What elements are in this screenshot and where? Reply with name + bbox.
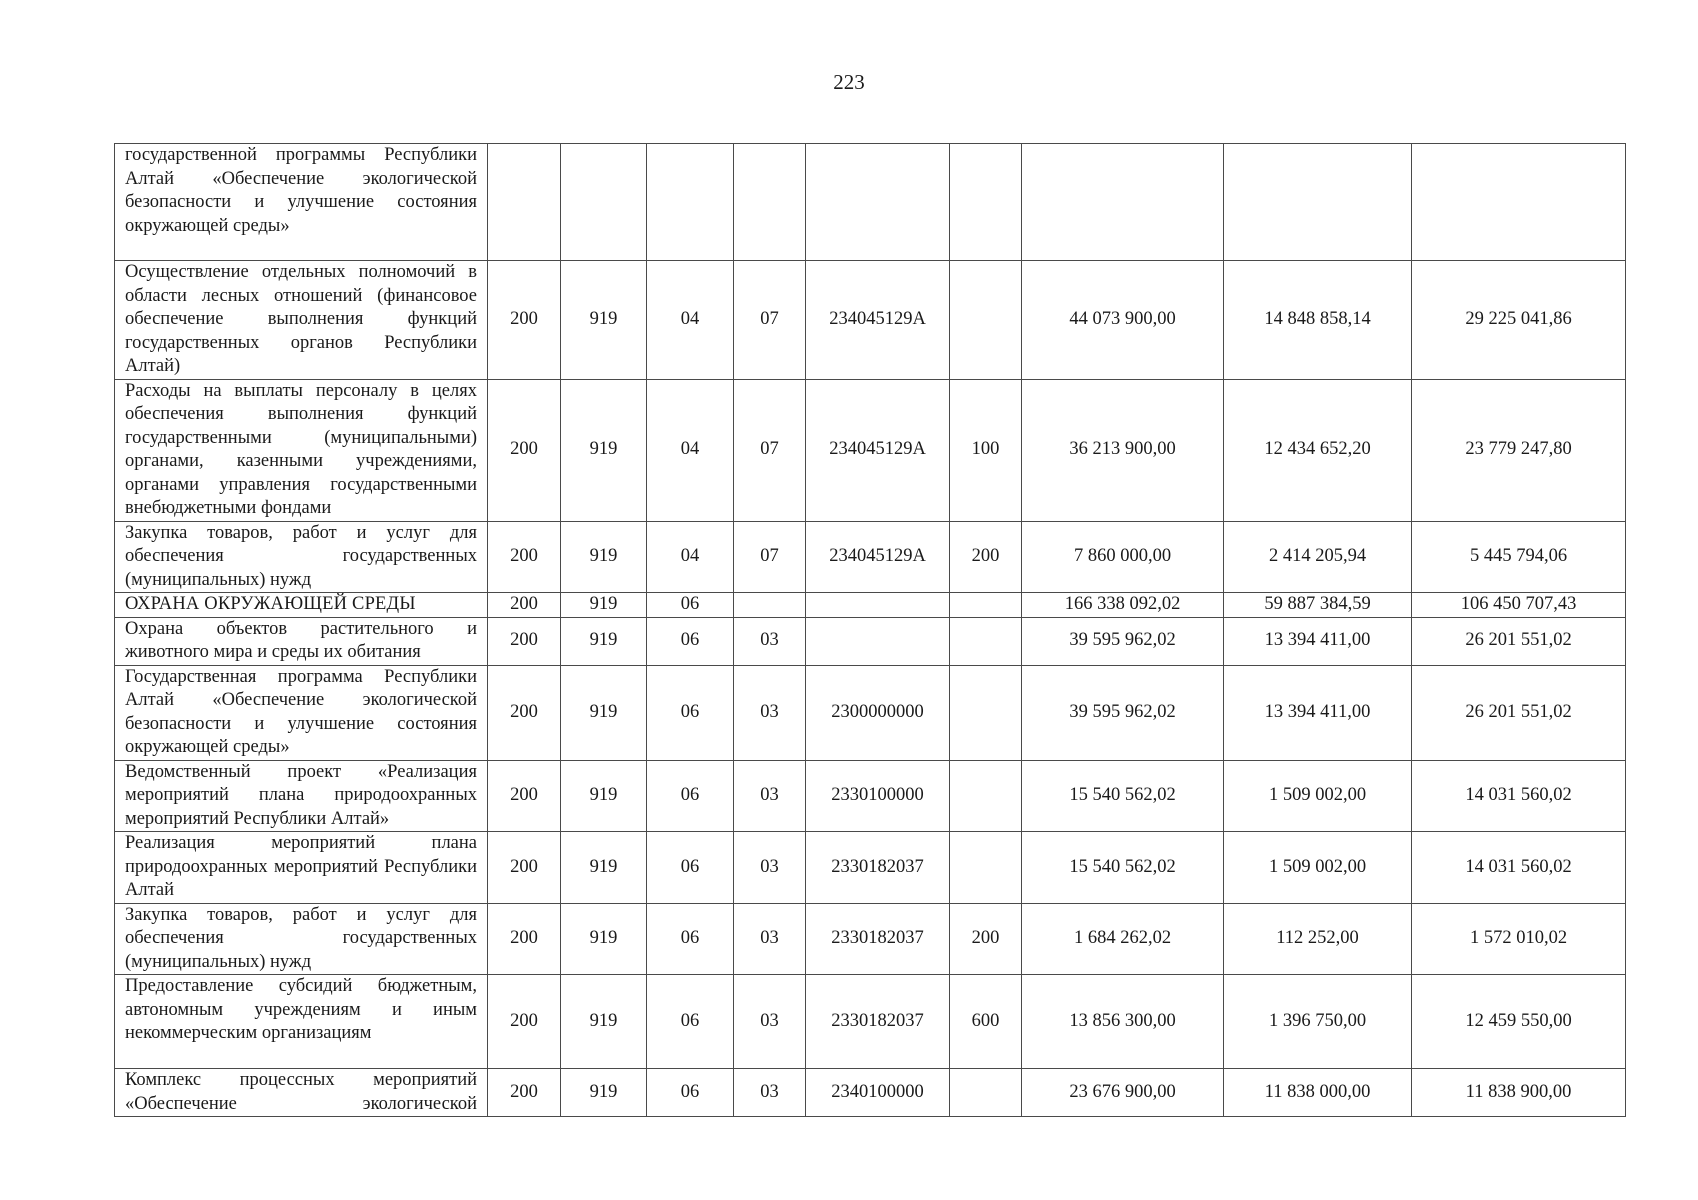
cell-fact: 12 434 652,20 (1224, 379, 1412, 521)
cell-gr: 200 (488, 1069, 561, 1117)
cell-ved: 919 (561, 593, 647, 618)
cell-fact: 11 838 000,00 (1224, 1069, 1412, 1117)
cell-ved: 919 (561, 521, 647, 593)
cell-rz: 04 (647, 261, 734, 380)
table-row (115, 1069, 1626, 1117)
cell-rest: 14 031 560,02 (1412, 832, 1626, 904)
cell-ved: 919 (561, 975, 647, 1069)
cell-fact (1224, 144, 1412, 261)
cell-vr (950, 617, 1022, 665)
cell-vr (950, 760, 1022, 832)
row-description: Закупка товаров, работ и услуг для обеспечения государственных (муниципальных) нужд (115, 903, 488, 975)
cell-gr: 200 (488, 760, 561, 832)
cell-plan: 1 684 262,02 (1022, 903, 1224, 975)
cell-fact: 2 414 205,94 (1224, 521, 1412, 593)
cell-vr (950, 832, 1022, 904)
page-number: 223 (833, 70, 865, 94)
cell-rest: 5 445 794,06 (1412, 521, 1626, 593)
cell-csr: 234045129А (806, 379, 950, 521)
cell-pr (734, 144, 806, 261)
cell-csr: 2330100000 (806, 760, 950, 832)
cell-gr: 200 (488, 903, 561, 975)
cell-vr (950, 593, 1022, 618)
row-description: Охрана объектов растительного и животного мира и среды их обитания (115, 617, 488, 665)
row-description: Расходы на выплаты персоналу в целях обеспечения выполнения функций государственными (муниципальными) органами, казенными учреждениями, органами управления государственными внебюджетными фондами (115, 379, 488, 521)
cell-csr: 2330182037 (806, 975, 950, 1069)
cell-fact: 59 887 384,59 (1224, 593, 1412, 618)
cell-pr: 07 (734, 261, 806, 380)
cell-vr (950, 665, 1022, 760)
row-description: Комплекс процессных мероприятий «Обеспечение экологической (115, 1069, 488, 1117)
row-description: ОХРАНА ОКРУЖАЮЩЕЙ СРЕДЫ (115, 593, 488, 618)
cell-rest: 26 201 551,02 (1412, 665, 1626, 760)
cell-vr: 200 (950, 521, 1022, 593)
cell-rest: 11 838 900,00 (1412, 1069, 1626, 1117)
cell-ved: 919 (561, 903, 647, 975)
cell-rz: 06 (647, 832, 734, 904)
table-row (115, 832, 1626, 904)
cell-vr (950, 1069, 1022, 1117)
cell-pr: 03 (734, 760, 806, 832)
cell-rest: 29 225 041,86 (1412, 261, 1626, 380)
cell-csr (806, 144, 950, 261)
cell-pr: 03 (734, 617, 806, 665)
cell-gr: 200 (488, 261, 561, 380)
cell-plan: 15 540 562,02 (1022, 832, 1224, 904)
cell-fact: 14 848 858,14 (1224, 261, 1412, 380)
cell-rz: 06 (647, 593, 734, 618)
cell-rz: 06 (647, 665, 734, 760)
table-row (115, 665, 1626, 760)
row-description: государственной программы Республики Алтай «Обеспечение экологической безопасности и улучшение состояния окружающей среды» (115, 144, 488, 261)
cell-rz: 06 (647, 1069, 734, 1117)
cell-gr: 200 (488, 665, 561, 760)
cell-rest: 1 572 010,02 (1412, 903, 1626, 975)
table-row (115, 617, 1626, 665)
cell-csr: 2300000000 (806, 665, 950, 760)
cell-gr: 200 (488, 521, 561, 593)
cell-fact: 13 394 411,00 (1224, 665, 1412, 760)
row-description: Государственная программа Республики Алтай «Обеспечение экологической безопасности и улучшение состояния окружающей среды» (115, 665, 488, 760)
cell-ved: 919 (561, 1069, 647, 1117)
cell-rest: 12 459 550,00 (1412, 975, 1626, 1069)
row-description: Осуществление отдельных полномочий в области лесных отношений (финансовое обеспечение выполнения функций государственных органов Республики Алтай) (115, 261, 488, 380)
cell-gr: 200 (488, 832, 561, 904)
cell-vr: 100 (950, 379, 1022, 521)
cell-plan: 39 595 962,02 (1022, 665, 1224, 760)
cell-plan: 7 860 000,00 (1022, 521, 1224, 593)
row-description: Предоставление субсидий бюджетным, автономным учреждениям и иным некоммерческим организациям (115, 975, 488, 1069)
cell-rz: 06 (647, 617, 734, 665)
cell-plan: 166 338 092,02 (1022, 593, 1224, 618)
cell-pr: 07 (734, 379, 806, 521)
cell-pr: 03 (734, 975, 806, 1069)
cell-vr (950, 144, 1022, 261)
table-row (115, 903, 1626, 975)
row-description: Закупка товаров, работ и услуг для обеспечения государственных (муниципальных) нужд (115, 521, 488, 593)
cell-rz: 06 (647, 760, 734, 832)
cell-plan: 13 856 300,00 (1022, 975, 1224, 1069)
budget-table (114, 143, 1626, 1117)
cell-plan: 23 676 900,00 (1022, 1069, 1224, 1117)
cell-plan: 15 540 562,02 (1022, 760, 1224, 832)
table-row (115, 975, 1626, 1069)
cell-vr: 200 (950, 903, 1022, 975)
cell-csr: 234045129А (806, 521, 950, 593)
cell-rz: 06 (647, 975, 734, 1069)
cell-fact: 13 394 411,00 (1224, 617, 1412, 665)
cell-pr: 03 (734, 832, 806, 904)
cell-pr: 03 (734, 903, 806, 975)
cell-ved: 919 (561, 617, 647, 665)
cell-vr (950, 261, 1022, 380)
cell-gr: 200 (488, 975, 561, 1069)
cell-csr (806, 617, 950, 665)
cell-csr: 2330182037 (806, 832, 950, 904)
cell-csr: 234045129А (806, 261, 950, 380)
cell-ved: 919 (561, 379, 647, 521)
cell-rz (647, 144, 734, 261)
cell-fact: 1 396 750,00 (1224, 975, 1412, 1069)
cell-csr: 2330182037 (806, 903, 950, 975)
cell-gr: 200 (488, 593, 561, 618)
cell-rest: 14 031 560,02 (1412, 760, 1626, 832)
cell-ved: 919 (561, 665, 647, 760)
cell-rz: 06 (647, 903, 734, 975)
cell-vr: 600 (950, 975, 1022, 1069)
cell-gr: 200 (488, 379, 561, 521)
cell-gr (488, 144, 561, 261)
cell-ved: 919 (561, 261, 647, 380)
table-row (115, 379, 1626, 521)
table-row (115, 144, 1626, 261)
table-row (115, 521, 1626, 593)
cell-rest (1412, 144, 1626, 261)
cell-plan (1022, 144, 1224, 261)
cell-fact: 1 509 002,00 (1224, 832, 1412, 904)
cell-plan: 44 073 900,00 (1022, 261, 1224, 380)
cell-csr: 2340100000 (806, 1069, 950, 1117)
cell-gr: 200 (488, 617, 561, 665)
cell-pr: 07 (734, 521, 806, 593)
table-row (115, 261, 1626, 380)
table-row (115, 760, 1626, 832)
cell-pr: 03 (734, 1069, 806, 1117)
cell-plan: 39 595 962,02 (1022, 617, 1224, 665)
row-description: Ведомственный проект «Реализация мероприятий плана природоохранных мероприятий Республики Алтай» (115, 760, 488, 832)
cell-rest: 26 201 551,02 (1412, 617, 1626, 665)
cell-rest: 106 450 707,43 (1412, 593, 1626, 618)
cell-rest: 23 779 247,80 (1412, 379, 1626, 521)
cell-ved (561, 144, 647, 261)
row-description: Реализация мероприятий плана природоохранных мероприятий Республики Алтай (115, 832, 488, 904)
cell-ved: 919 (561, 760, 647, 832)
cell-plan: 36 213 900,00 (1022, 379, 1224, 521)
cell-fact: 112 252,00 (1224, 903, 1412, 975)
table-row (115, 593, 1626, 618)
cell-rz: 04 (647, 521, 734, 593)
cell-pr: 03 (734, 665, 806, 760)
cell-rz: 04 (647, 379, 734, 521)
cell-ved: 919 (561, 832, 647, 904)
cell-csr (806, 593, 950, 618)
cell-fact: 1 509 002,00 (1224, 760, 1412, 832)
cell-pr (734, 593, 806, 618)
